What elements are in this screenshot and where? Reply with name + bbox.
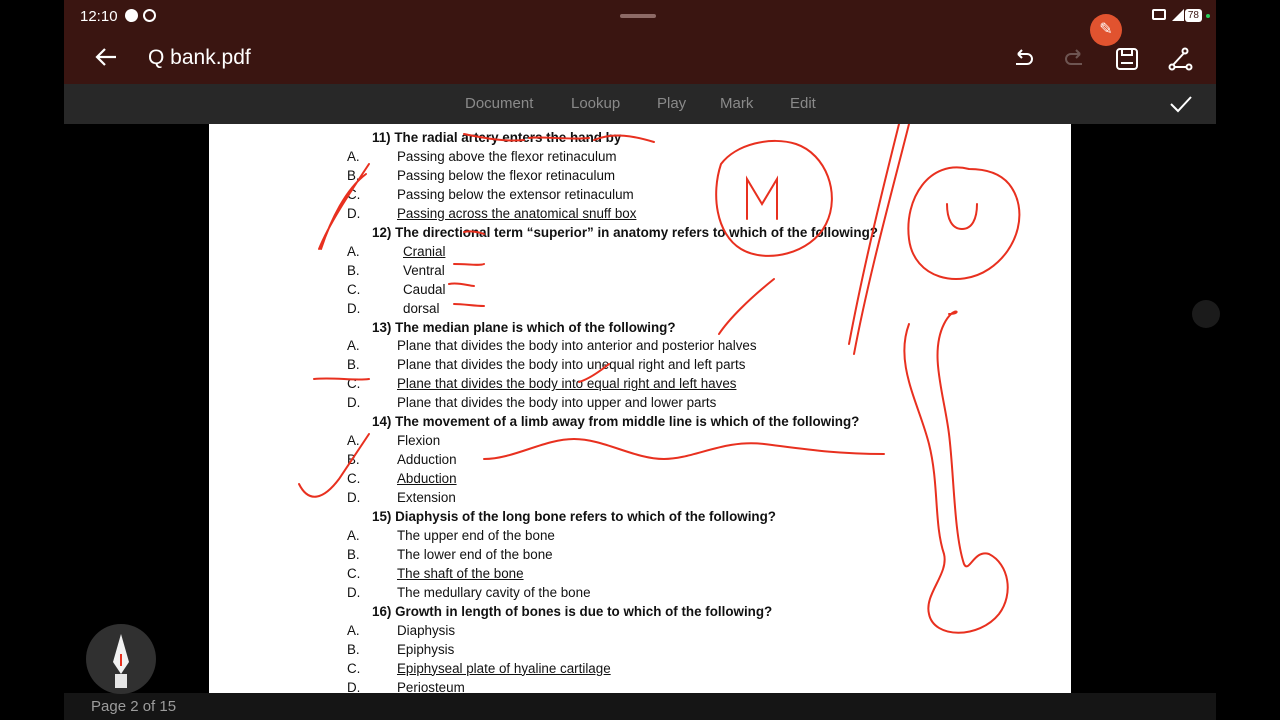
arrow-left-icon[interactable] — [94, 44, 120, 76]
option-text: Passing above the flexor retinaculum — [397, 148, 617, 164]
tab-mark[interactable]: Mark — [720, 95, 754, 112]
option-letter: B. — [347, 546, 360, 562]
title-bar — [64, 34, 1216, 84]
option-letter: A. — [347, 622, 360, 638]
option-text: Periosteum — [397, 679, 465, 693]
option-text: Caudal — [403, 281, 446, 297]
wave-stroke — [484, 439, 884, 459]
notification-icon — [143, 9, 156, 22]
option-letter: A. — [347, 148, 360, 164]
tab-play[interactable]: Play — [657, 95, 687, 112]
question-15: 15) Diaphysis of the long bone refers to which of the following? — [372, 509, 776, 524]
battery-indicator: 78 — [1185, 9, 1202, 22]
tick-stroke-2 — [719, 279, 774, 334]
page-footer — [64, 693, 1216, 720]
option-letter: C. — [347, 281, 361, 297]
option-letter: C. — [347, 565, 361, 581]
menu-bar — [64, 84, 1216, 124]
option-text: Adduction — [397, 452, 457, 468]
option-text: The shaft of the bone — [397, 565, 524, 581]
option-letter: D. — [347, 300, 361, 316]
tab-lookup[interactable]: Lookup — [571, 95, 621, 112]
cast-icon — [1152, 9, 1166, 20]
fountain-pen-icon[interactable] — [86, 624, 156, 694]
option-text: The medullary cavity of the bone — [397, 584, 591, 600]
question-16: 16) Growth in length of bones is due to which of the following? — [372, 603, 773, 619]
scroll-thumb[interactable] — [1192, 300, 1220, 328]
option-text: Abduction — [397, 471, 457, 487]
option-text: The lower end of the bone — [397, 546, 553, 562]
option-letter: D. — [347, 395, 361, 411]
option-letter: B. — [347, 262, 360, 278]
option-text: Diaphysis — [397, 622, 456, 638]
option-letter: D. — [347, 205, 361, 221]
option-letter: C. — [347, 660, 361, 676]
option-letter: D. — [347, 584, 361, 600]
option-text: Epiphyseal plate of hyaline cartilage — [397, 660, 611, 676]
option-text: Plane that divides the body into equal right and left haves — [397, 376, 737, 392]
option-letter: C. — [347, 376, 361, 392]
check-icon[interactable] — [1168, 92, 1194, 116]
option-text: Extension — [397, 490, 456, 506]
redo-icon[interactable] — [1062, 46, 1088, 72]
option-letter: D. — [347, 679, 361, 693]
option-text: Ventral — [403, 262, 445, 278]
option-text: Plane that divides the body into anterior and posterior halves — [397, 338, 757, 354]
question-14: 14) The movement of a limb away from middle line is which of the following? — [372, 414, 860, 430]
question-11: 11) The radial artery enters the hand by — [372, 130, 622, 145]
option-text: Passing across the anatomical snuff box — [397, 205, 637, 221]
letter-u-stroke — [947, 204, 977, 229]
option-letter: B. — [347, 167, 360, 183]
option-letter: A. — [347, 243, 360, 259]
save-icon[interactable] — [1114, 46, 1140, 72]
option-text: Passing below the flexor retinaculum — [397, 167, 616, 183]
option-text: Passing below the extensor retinaculum — [397, 186, 634, 202]
status-bar — [64, 0, 1216, 34]
option-text: dorsal — [403, 300, 440, 316]
question-13: 13) The median plane is which of the following? — [372, 319, 676, 335]
question-12: 12) The directional term “superior” in anatomy refers to which of the following? — [372, 224, 878, 240]
option-text: Epiphysis — [397, 641, 455, 657]
bone-sketch — [904, 312, 1007, 633]
option-letter: C. — [347, 471, 361, 487]
option-text: Cranial — [403, 243, 446, 259]
tick-stroke — [319, 164, 369, 249]
document-title: Q bank.pdf — [148, 46, 251, 69]
tab-document[interactable]: Document — [465, 95, 534, 112]
option-text: Plane that divides the body into unequal right and left parts — [397, 357, 746, 373]
option-letter: A. — [347, 433, 360, 449]
option-letter: A. — [347, 338, 360, 354]
paintbrush-icon[interactable]: ✎ — [1090, 14, 1122, 46]
option-letter: C. — [347, 186, 361, 202]
option-letter: B. — [347, 452, 360, 468]
tab-edit[interactable]: Edit — [790, 95, 816, 112]
cross-stroke — [449, 231, 484, 306]
undo-icon[interactable] — [1010, 46, 1036, 72]
signal-icon — [1172, 9, 1184, 21]
charging-dot — [1206, 14, 1210, 18]
telegram-icon — [125, 9, 138, 22]
status-time: 12:10 — [80, 8, 118, 25]
option-text: The upper end of the bone — [397, 527, 555, 543]
option-letter: B. — [347, 357, 360, 373]
share-icon[interactable] — [1167, 46, 1193, 72]
drag-handle[interactable] — [620, 14, 656, 18]
page-indicator: Page 2 of 15 — [91, 698, 177, 715]
letter-m-stroke — [747, 179, 777, 219]
option-letter: D. — [347, 490, 361, 506]
circle-u-stroke — [908, 167, 1019, 279]
option-letter: A. — [347, 527, 360, 543]
option-letter: B. — [347, 641, 360, 657]
pdf-page[interactable] — [209, 124, 1071, 693]
option-text: Flexion — [397, 433, 441, 449]
option-text: Plane that divides the body into upper and lower parts — [397, 395, 717, 411]
